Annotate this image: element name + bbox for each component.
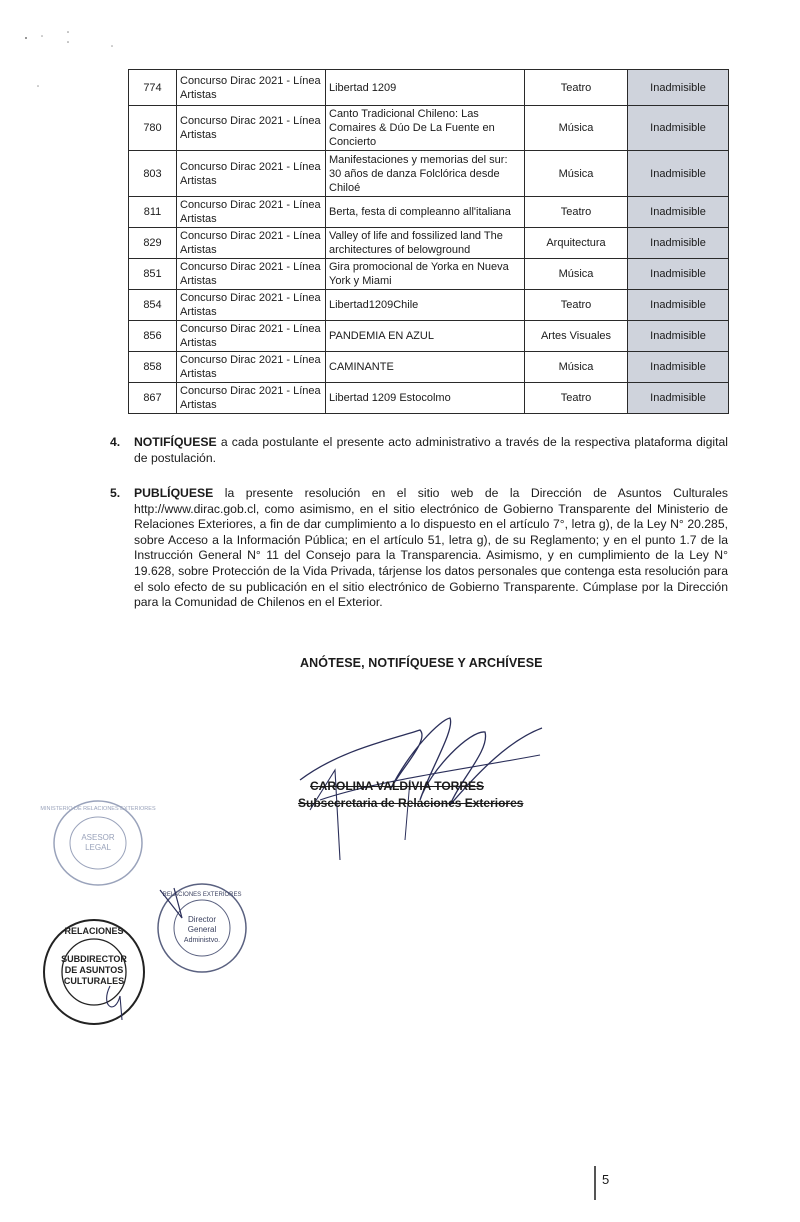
scan-specks <box>0 20 140 90</box>
estado-cell: Inadmisible <box>628 321 729 352</box>
svg-text:LEGAL: LEGAL <box>85 843 111 852</box>
disciplina-cell: Artes Visuales <box>525 321 628 352</box>
disciplina-cell: Música <box>525 259 628 290</box>
estado-cell: Inadmisible <box>628 352 729 383</box>
proyecto-cell: Valley of life and fossilized land The architectures of belowground <box>326 228 525 259</box>
proyecto-cell: PANDEMIA EN AZUL <box>326 321 525 352</box>
table-row <box>129 321 729 352</box>
page-margin-mark <box>594 1166 596 1200</box>
svg-text:RELACIONES EXTERIORES: RELACIONES EXTERIORES <box>162 892 242 898</box>
closing-formula: ANÓTESE, NOTIFÍQUESE Y ARCHÍVESE <box>300 656 543 670</box>
item-5-number: 5. <box>110 486 121 500</box>
row-number-cell: 867 <box>129 383 177 414</box>
item-4-lead: NOTIFÍQUESE <box>134 435 217 449</box>
item-4-number: 4. <box>110 435 121 449</box>
row-number-cell: 858 <box>129 352 177 383</box>
proyecto-cell: Libertad 1209 <box>326 70 525 106</box>
item-5-paragraph <box>110 486 728 611</box>
table-row <box>129 352 729 383</box>
concurso-cell: Concurso Dirac 2021 - Línea Artistas <box>177 383 326 414</box>
item-4-text: a cada postulante el presente acto administrativo a través de la respectiva plataforma digital de postulación. <box>134 435 728 465</box>
row-number-cell: 803 <box>129 151 177 197</box>
svg-text:RELACIONES: RELACIONES <box>64 926 124 936</box>
disciplina-cell: Teatro <box>525 197 628 228</box>
svg-text:SUBDIRECTOR: SUBDIRECTOR <box>61 954 127 964</box>
concurso-cell: Concurso Dirac 2021 - Línea Artistas <box>177 352 326 383</box>
svg-text:ASESOR: ASESOR <box>81 833 115 842</box>
table-row <box>129 383 729 414</box>
concurso-cell: Concurso Dirac 2021 - Línea Artistas <box>177 259 326 290</box>
proyecto-cell: Libertad1209Chile <box>326 290 525 321</box>
table-row <box>129 106 729 151</box>
row-number-cell: 854 <box>129 290 177 321</box>
concurso-cell: Concurso Dirac 2021 - Línea Artistas <box>177 151 326 197</box>
table-row <box>129 197 729 228</box>
svg-text:DE ASUNTOS: DE ASUNTOS <box>64 965 124 975</box>
disciplina-cell: Teatro <box>525 70 628 106</box>
concurso-cell: Concurso Dirac 2021 - Línea Artistas <box>177 321 326 352</box>
disciplina-cell: Teatro <box>525 383 628 414</box>
item-5-text: la presente resolución en el sitio web de la Dirección de Asuntos Culturales http://www.dirac.gob.cl, como asimismo, en el sitio electrónico de Gobierno Transparente del Ministerio de Relaciones Exteriores, a fin de dar cumplimiento a lo dispuesto en el artículo 7°, letra g), de la Ley N° 20.285, sobre Acceso a la Información Pública; en el artículo 51, letra g), de su Reglamento; y en el punto 1.7 de la Instrucción General N° 11 del Consejo para la Transparencia. Asimismo, y en cumplimiento de la Ley N° 19.628, sobre Protección de la Vida Privada, tárjense los datos personales que contenga esta resolución para el solo efecto de su publicación en el sitio electrónico de Gobierno Transparente. Cúmplase por la Dirección para la Comunidad de Chilenos en el Exterior. <box>134 486 728 610</box>
estado-cell: Inadmisible <box>628 197 729 228</box>
table-row <box>129 228 729 259</box>
proyecto-cell: Manifestaciones y memorias del sur: 30 años de danza Folclórica desde Chiloé <box>326 151 525 197</box>
estado-cell: Inadmisible <box>628 383 729 414</box>
svg-text:MINISTERIO DE RELACIONES EXTER: MINISTERIO DE RELACIONES EXTERIORES <box>40 806 156 812</box>
director-general-stamp <box>152 878 252 974</box>
table-row <box>129 259 729 290</box>
concurso-cell: Concurso Dirac 2021 - Línea Artistas <box>177 70 326 106</box>
proyecto-cell: Gira promocional de Yorka en Nueva York y Miami <box>326 259 525 290</box>
results-table <box>128 69 729 414</box>
row-number-cell: 856 <box>129 321 177 352</box>
disciplina-cell: Música <box>525 352 628 383</box>
row-number-cell: 780 <box>129 106 177 151</box>
item-5-lead: PUBLÍQUESE <box>134 486 214 500</box>
asesor-legal-stamp <box>40 798 156 888</box>
table-row <box>129 290 729 321</box>
item-4-paragraph <box>110 435 728 466</box>
row-number-cell: 829 <box>129 228 177 259</box>
concurso-cell: Concurso Dirac 2021 - Línea Artistas <box>177 228 326 259</box>
concurso-cell: Concurso Dirac 2021 - Línea Artistas <box>177 197 326 228</box>
proyecto-cell: CAMINANTE <box>326 352 525 383</box>
page-number: 5 <box>602 1172 610 1187</box>
row-number-cell: 851 <box>129 259 177 290</box>
estado-cell: Inadmisible <box>628 290 729 321</box>
concurso-cell: Concurso Dirac 2021 - Línea Artistas <box>177 290 326 321</box>
subdirector-stamp <box>40 916 148 1028</box>
estado-cell: Inadmisible <box>628 259 729 290</box>
proyecto-cell: Libertad 1209 Estocolmo <box>326 383 525 414</box>
svg-text:CULTURALES: CULTURALES <box>63 976 125 986</box>
signatory-name: CAROLINA VALDIVIA TORRES <box>310 779 485 793</box>
table-row <box>129 70 729 106</box>
svg-text:Administvo.: Administvo. <box>183 937 221 944</box>
proyecto-cell: Canto Tradicional Chileno: Las Comaires & Dúo De La Fuente en Concierto <box>326 106 525 151</box>
table-row <box>129 151 729 197</box>
signatory-title: Subsecretaria de Relaciones Exteriores <box>298 796 524 810</box>
svg-text:General: General <box>187 925 217 934</box>
estado-cell: Inadmisible <box>628 106 729 151</box>
disciplina-cell: Teatro <box>525 290 628 321</box>
estado-cell: Inadmisible <box>628 70 729 106</box>
proyecto-cell: Berta, festa di compleanno all'italiana <box>326 197 525 228</box>
estado-cell: Inadmisible <box>628 228 729 259</box>
row-number-cell: 811 <box>129 197 177 228</box>
disciplina-cell: Arquitectura <box>525 228 628 259</box>
estado-cell: Inadmisible <box>628 151 729 197</box>
row-number-cell: 774 <box>129 70 177 106</box>
svg-text:Director: Director <box>187 915 217 924</box>
disciplina-cell: Música <box>525 106 628 151</box>
concurso-cell: Concurso Dirac 2021 - Línea Artistas <box>177 106 326 151</box>
disciplina-cell: Música <box>525 151 628 197</box>
